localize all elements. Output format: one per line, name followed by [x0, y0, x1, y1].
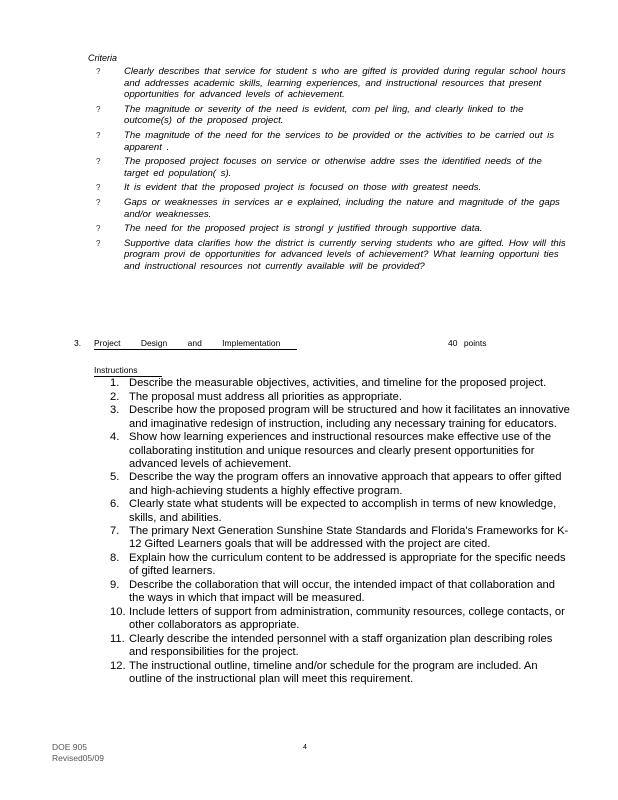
footer-form-info [52, 742, 104, 764]
instruction-number: 5. [110, 471, 120, 484]
criteria-heading: Criteria [88, 53, 118, 63]
instruction-number: 1. [110, 377, 120, 389]
instructions-heading: Instructions [94, 365, 162, 377]
instruction-number: 9. [110, 579, 120, 592]
criteria-text: The need for the proposed project is strongl y justified through supportive data. [124, 223, 483, 235]
criteria-item [96, 66, 566, 101]
instruction-text: Explain how the curriculum content to be addressed is appropriate for the specific needs of gifted learners. [129, 552, 566, 578]
instruction-text: Clearly describe the intended personnel with a staff organization plan describing roles and responsibilities for the project. [129, 632, 553, 659]
instruction-number: 3. [110, 404, 120, 417]
criteria-text: Supportive data clarifies how the district is currently serving students who are gifted. How will this program provi de opportunities for advanced levels of achievement? What learning opportuni ties and instructional resources not currently available will be provided? [124, 237, 566, 272]
instruction-item [110, 431, 572, 471]
instruction-text: The primary Next Generation Sunshine State Standards and Florida's Frameworks for K-12 Gifted Learners goals that will be addressed with the project are cited. [129, 525, 569, 551]
instruction-text: Describe how the proposed program will be structured and how it facilitates an innovative and imaginative redesign of instruction, including any necessary training for educators. [129, 404, 570, 430]
instruction-text: The proposal must address all priorities as appropriate. [129, 390, 402, 403]
instruction-item [110, 498, 572, 524]
bullet-marker: ? [96, 67, 101, 76]
bullet-marker: ? [96, 157, 101, 167]
criteria-list [96, 66, 566, 276]
instruction-item [110, 377, 572, 390]
section-title: Project Design and Implementation [94, 338, 297, 350]
footer-form-id: DOE 905 [52, 742, 87, 752]
criteria-text: It is evident that the proposed project is focused on those with greatest needs. [124, 182, 482, 194]
instruction-text: Describe the way the program offers an innovative approach that appears to offer gifted and high-achieving students a highly effective program. [129, 471, 562, 497]
instruction-item [110, 391, 572, 404]
instruction-number: 4. [110, 431, 120, 444]
instruction-item [110, 525, 572, 551]
instruction-item [110, 579, 572, 605]
criteria-item [96, 130, 566, 153]
footer-revised: Revised05/09 [52, 753, 104, 763]
criteria-text: The proposed project focuses on service or otherwise addre sses the identified needs of the target ed population( s). [124, 156, 542, 179]
instruction-number: 8. [110, 552, 120, 565]
instruction-item [110, 552, 572, 578]
criteria-item [96, 156, 566, 179]
bullet-marker: ? [96, 238, 101, 248]
instructions-list [110, 377, 572, 687]
bullet-marker: ? [96, 197, 101, 207]
bullet-marker: ? [96, 104, 101, 114]
criteria-item [96, 238, 566, 273]
instruction-number: 2. [110, 390, 120, 403]
instruction-text: Describe the measurable objectives, activities, and timeline for the proposed project. [129, 377, 547, 389]
instruction-number: 7. [110, 525, 120, 538]
instruction-item [110, 660, 572, 686]
criteria-text: The magnitude or severity of the need is evident, com pel ling, and clearly linked to the outcome(s) of the proposed project. [124, 103, 524, 127]
criteria-text: Clearly describes that service for student s who are gifted is provided during regular school hours and addresses academic skills, learning experiences, and instructional resources that present opportunities for advanced levels of achievement. [124, 66, 566, 101]
criteria-item [96, 182, 566, 194]
instruction-text: Include letters of support from administration, community resources, college contacts, or other collaborators as appropriate. [129, 605, 565, 632]
instruction-number: 10. [110, 605, 126, 618]
instruction-item [110, 606, 572, 632]
instruction-item [110, 633, 572, 659]
criteria-item [96, 223, 566, 235]
instruction-number: 6. [110, 498, 120, 511]
page-number: 4 [303, 744, 307, 751]
instruction-text: The instructional outline, timeline and/or schedule for the program are included. An outline of the instructional plan will meet this requirement. [129, 659, 538, 685]
instruction-item [110, 471, 572, 497]
bullet-marker: ? [96, 130, 101, 140]
criteria-text: Gaps or weaknesses in services ar e explained, including the nature and magnitude of the gaps and/or weaknesses. [124, 196, 560, 220]
criteria-item [96, 104, 566, 127]
criteria-text: The magnitude of the need for the services to be provided or the activities to be carried out is apparent . [124, 129, 555, 153]
instruction-text: Clearly state what students will be expected to accomplish in terms of new knowledge, skills, and abilities. [129, 498, 557, 524]
criteria-item [96, 197, 566, 220]
instruction-number: 12. [110, 659, 126, 672]
instruction-item [110, 404, 572, 430]
bullet-marker: ? [96, 183, 101, 193]
instruction-number: 11. [110, 632, 125, 645]
bullet-marker: ? [96, 224, 101, 234]
section-points: 40 points [448, 338, 487, 348]
section-header [74, 338, 494, 352]
instruction-text: Show how learning experiences and instructional resources make effective use of the collaborating institution and unique resources and clearly present opportunities for advanced levels of achievement. [129, 431, 552, 470]
section-number: 3. [74, 338, 82, 348]
instruction-text: Describe the collaboration that will occur, the intended impact of that collaboration and the ways in which that impact will be measured. [129, 579, 555, 605]
